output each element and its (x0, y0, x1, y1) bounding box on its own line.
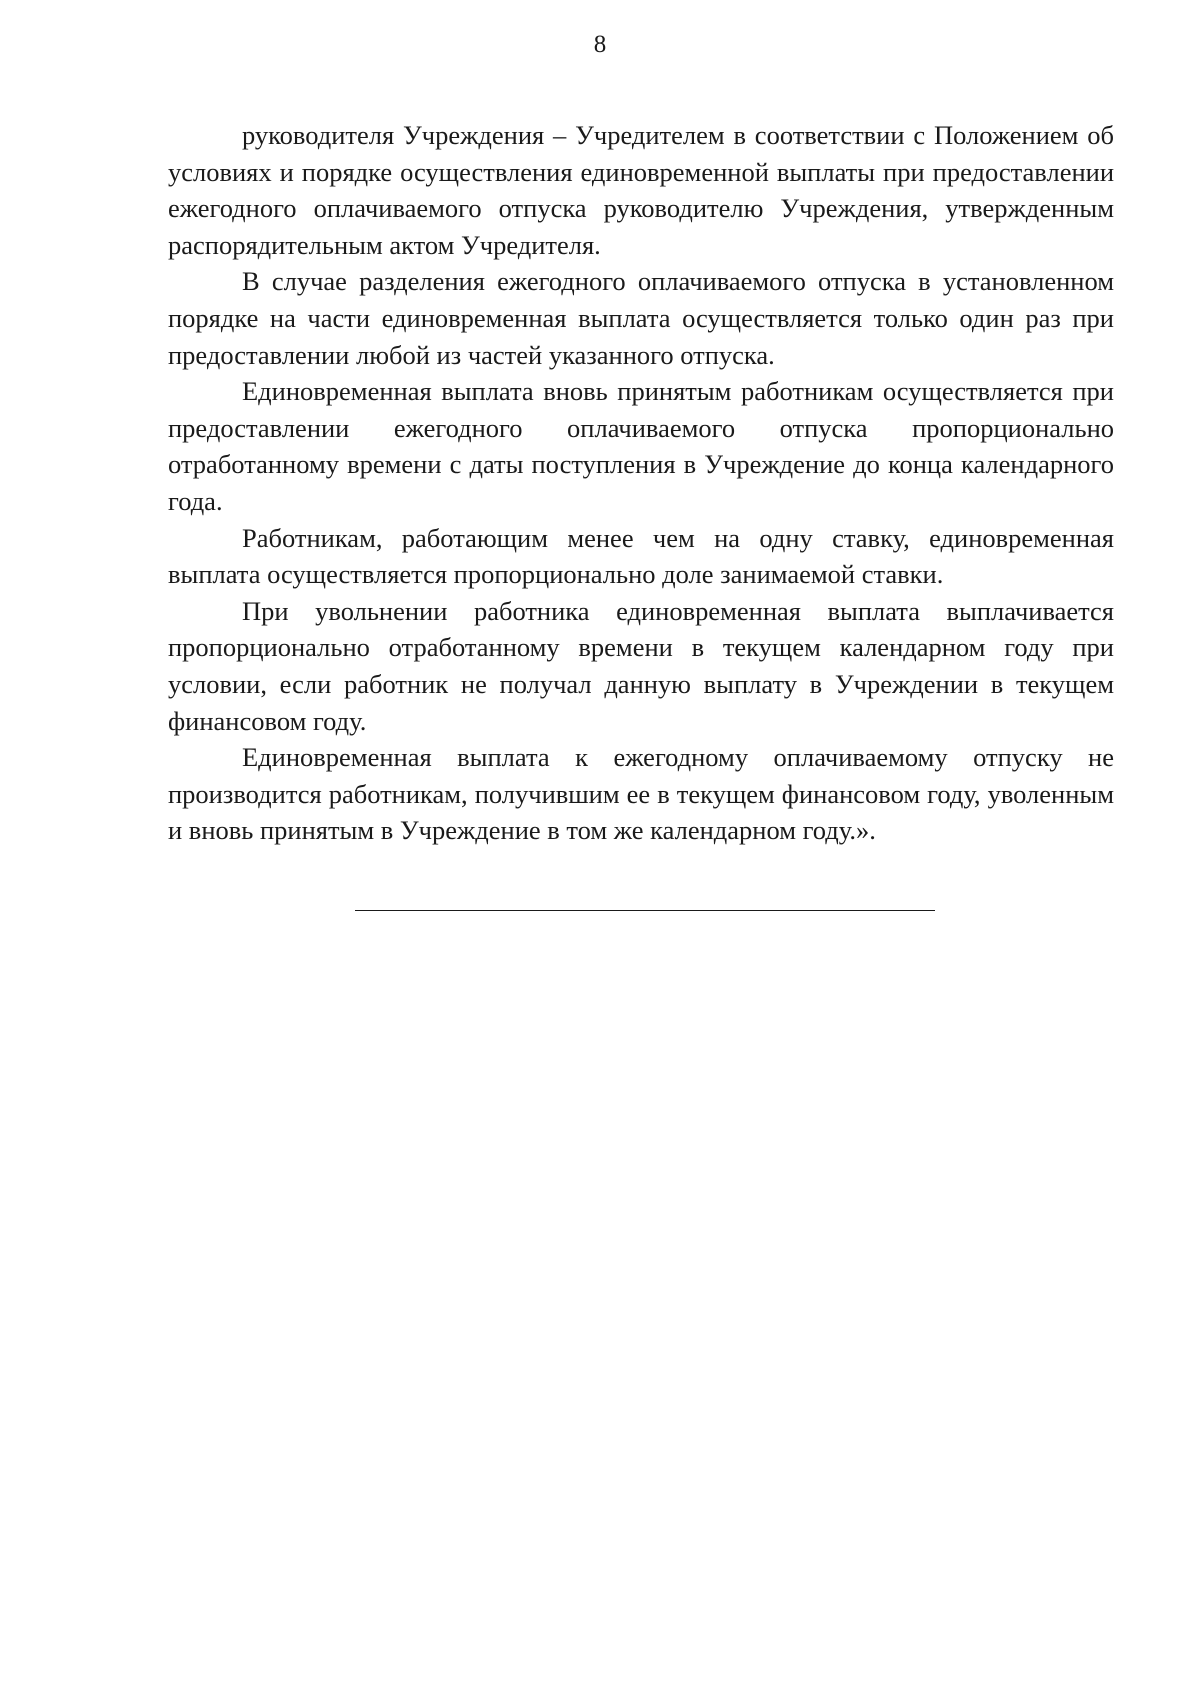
document-body (168, 117, 1114, 849)
paragraph-not-paid: Единовременная выплата к ежегодному оплачиваемому отпуску не производится работникам, получившим ее в текущем финансовом году, уволенным и вновь принятым в Учреждение в том же календарном году.». (168, 742, 1114, 846)
page-number: 8 (593, 31, 607, 58)
paragraph-part-time: Работникам, работающим менее чем на одну ставку, единовременная выплата осуществляется пропорционально доле занимаемой ставки. (168, 522, 1114, 590)
end-separator-line (355, 910, 935, 911)
paragraph-split-leave: В случае разделения ежегодного оплачиваемого отпуска в установленном порядке на части единовременная выплата осуществляется только один раз при предоставлении любой из частей указанного отпуска. (168, 266, 1114, 370)
paragraph-new-employees: Единовременная выплата вновь принятым работникам осуществляется при предоставлении ежегодного оплачиваемого отпуска пропорционально отработанному времени с даты поступления в Учреждение до конца календарного года. (168, 376, 1114, 516)
paragraph-dismissal: При увольнении работника единовременная выплата выплачивается пропорционально отработанному времени в текущем календарном году при условии, если работник не получал данную выплату в Учреждении в текущем финансовом году. (168, 595, 1114, 736)
paragraph-continuation: руководителя Учреждения – Учредителем в соответствии с Положением об условиях и порядке осуществления единовременной выплаты при предоставлении ежегодного оплачиваемого отпуска руководителю Учреждения, утвержденным распорядительным актом Учредителя. (168, 120, 1114, 260)
